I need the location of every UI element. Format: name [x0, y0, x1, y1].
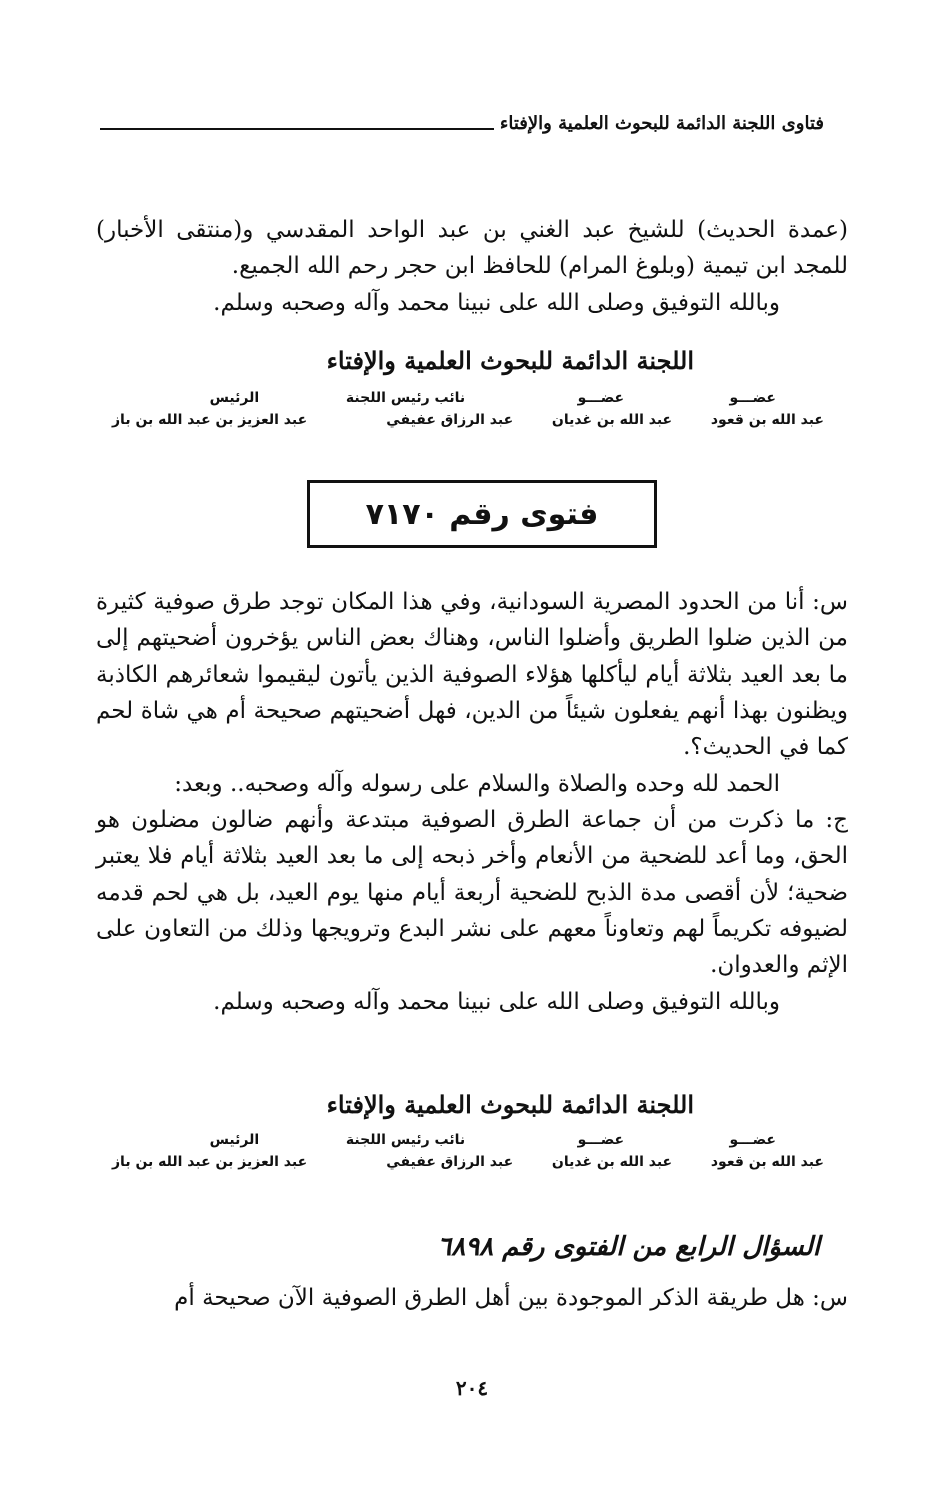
- signatory-role: عضـــو: [577, 390, 625, 406]
- signatory-3: [346, 1132, 513, 1170]
- fatwa-question: س: أنا من الحدود المصرية السودانية، وفي هذا المكان توجد طرق صوفية كثيرة من الذين ضلوا الطريق وأضلوا الناس، وهناك بعض الناس يؤخرون أضحيتهم إلى ما بعد العيد بثلاثة أيام ليأكلها هؤلاء الصوفية الذين يأتون ليقيموا شعائرهم الكاذبة ويظنون بهذا أنهم يفعلون شيئاً من الدين، فهل أضحيتهم صحيحة أم هي شاة لحم كما في الحديث؟.: [96, 589, 848, 761]
- signatures-block-2: [112, 1132, 824, 1170]
- signatory-1: [711, 1132, 824, 1170]
- signatory-name: عبد الله بن غديان: [551, 1154, 673, 1170]
- signatory-name: عبد الله بن قعود: [710, 1154, 824, 1170]
- signatory-name: عبد الرزاق عفيفي: [386, 412, 514, 428]
- page-number: ٢٠٤: [455, 1376, 489, 1400]
- signatory-name: عبد الله بن غديان: [551, 412, 673, 428]
- signatory-role: نائب رئيس اللجنة: [345, 1132, 466, 1148]
- signatory-role: الرئيس: [209, 390, 260, 406]
- intro-text: (عمدة الحديث) للشيخ عبد الغني بن عبد الواحد المقدسي و(منتقى الأخبار) للمجد ابن تيمية (وبلوغ المرام) للحافظ ابن حجر رحم الله الجميع.: [96, 217, 848, 280]
- signatory-4: [112, 1132, 307, 1170]
- fatwa-body: [96, 584, 848, 1020]
- section-heading: السؤال الرابع من الفتوى رقم ٦٨٩٨: [437, 1232, 820, 1262]
- fatwa-closing: وبالله التوفيق وصلى الله على نبينا محمد وآله وصحبه وسلم.: [213, 988, 780, 1015]
- signatory-name: عبد العزيز بن عبد الله بن باز: [112, 1154, 308, 1170]
- running-header-title: فتاوى اللجنة الدائمة للبحوث العلمية والإفتاء: [499, 113, 824, 134]
- signatory-2: [552, 1132, 672, 1170]
- signatory-name: عبد العزيز بن عبد الله بن باز: [112, 412, 308, 428]
- header-rule: [100, 128, 494, 130]
- signatory-name: عبد الله بن قعود: [710, 412, 824, 428]
- fatwa-answer: ج: ما ذكرت من أن جماعة الطرق الصوفية مبتدعة وأنهم ضالون مضلون هو الحق، وما أعد للضحية من الأنعام وأخر ذبحه إلى ما بعد العيد بثلاثة أيام فلا يعتبر ضحية؛ لأن أقصى مدة الذبح للضحية أربعة أيام منها يوم العيد، بل هي لحم قدمه لضيوفه تكريماً لهم وتعاوناً معهم على نشر البدع وترويجها وذلك من التعاون على الإثم والعدوان.: [96, 806, 848, 979]
- fatwa-praise: الحمد لله وحده والصلاة والسلام على رسوله وآله وصحبه.. وبعد:: [174, 770, 780, 797]
- signatory-2: [552, 390, 672, 428]
- signatory-role: عضـــو: [729, 390, 776, 406]
- intro-paragraph: [96, 212, 848, 321]
- intro-closing: وبالله التوفيق وصلى الله على نبينا محمد وآله وصحبه وسلم.: [213, 289, 780, 316]
- running-header: [100, 104, 824, 134]
- committee-title-2: اللجنة الدائمة للبحوث العلمية والإفتاء: [326, 1090, 694, 1119]
- signatory-1: [711, 390, 824, 428]
- signatory-4: [112, 390, 307, 428]
- signatory-role: نائب رئيس اللجنة: [345, 390, 466, 406]
- signatory-role: الرئيس: [209, 1132, 260, 1148]
- signatory-role: عضـــو: [729, 1132, 776, 1148]
- fatwa-number-box: [307, 480, 657, 548]
- next-question: [96, 1280, 848, 1316]
- committee-title-1: اللجنة الدائمة للبحوث العلمية والإفتاء: [326, 346, 694, 375]
- signatory-role: عضـــو: [577, 1132, 625, 1148]
- signatures-block-1: [112, 390, 824, 428]
- fatwa-title: فتوى رقم ٧١٧٠: [365, 496, 599, 532]
- next-question-text: س: هل طريقة الذكر الموجودة بين أهل الطرق الصوفية الآن صحيحة أم: [174, 1285, 848, 1311]
- signatory-3: [346, 390, 513, 428]
- signatory-name: عبد الرزاق عفيفي: [386, 1154, 514, 1170]
